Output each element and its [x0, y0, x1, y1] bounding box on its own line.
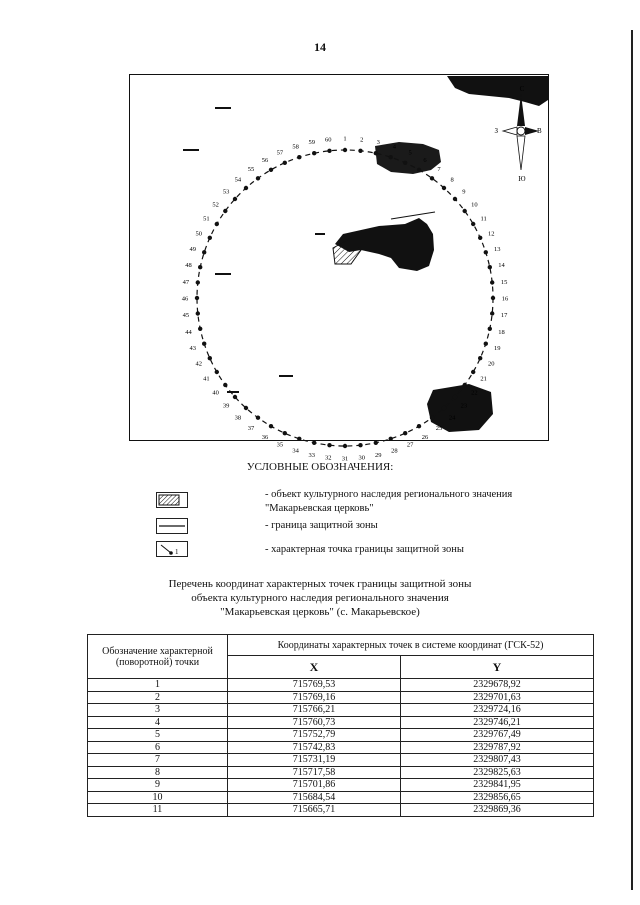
- zone-point-label: 36: [261, 434, 269, 442]
- zone-point-label: 19: [493, 344, 501, 352]
- zone-point-label: 43: [189, 344, 197, 352]
- table-cell-y: 2329701,63: [401, 691, 594, 704]
- zone-point: [283, 161, 287, 165]
- zone-point-label: 57: [276, 149, 284, 157]
- header-point: Обозначение характерной (поворотной) точки: [88, 635, 228, 679]
- zone-point: [374, 151, 378, 155]
- zone-point: [442, 406, 446, 410]
- zone-point-label: 9: [462, 188, 466, 196]
- table-cell-y: 2329724,16: [401, 704, 594, 717]
- zone-point: [244, 406, 248, 410]
- zone-point: [358, 149, 362, 153]
- table-cell-y: 2329767,49: [401, 729, 594, 742]
- zone-point: [484, 250, 488, 254]
- zone-point: [208, 356, 212, 360]
- zone-point-label: 26: [421, 434, 429, 442]
- table-cell-y: 2329746,21: [401, 716, 594, 729]
- table-cell-x: 715766,21: [228, 704, 401, 717]
- zone-point: [430, 176, 434, 180]
- table-cell-x: 715665,71: [228, 804, 401, 817]
- zone-point-label: 17: [500, 312, 508, 320]
- table-cell-y: 2329807,43: [401, 754, 594, 767]
- table-row: [88, 754, 594, 767]
- zone-point: [196, 311, 200, 315]
- zone-point: [244, 186, 248, 190]
- zone-point: [488, 327, 492, 331]
- zone-point-label: 13: [493, 246, 501, 254]
- hatched-object-icon: [156, 492, 188, 508]
- zone-point: [256, 416, 260, 420]
- table-cell-n: 4: [88, 716, 228, 729]
- caption-line: "Макарьевская церковь" (с. Макарьевское): [220, 606, 420, 618]
- coordinates-table-body: [88, 679, 594, 817]
- zone-point: [343, 444, 347, 448]
- table-cell-n: 5: [88, 729, 228, 742]
- table-cell-y: 2329856,65: [401, 791, 594, 804]
- zone-point-label: 2: [360, 136, 364, 144]
- zone-point: [403, 431, 407, 435]
- header-y: Y: [401, 656, 594, 679]
- zone-point: [417, 168, 421, 172]
- zone-point-label: 22: [471, 389, 478, 397]
- zone-point: [233, 197, 237, 201]
- zone-point-label: 59: [308, 139, 315, 146]
- caption-line: Перечень координат характерных точек границы защитной зоны: [168, 578, 472, 590]
- header-coords: Координаты характерных точек в системе координат (ГСК-52): [228, 635, 594, 656]
- zone-point-label: 42: [195, 360, 203, 368]
- zone-point-label: 37: [247, 424, 255, 432]
- zone-point-label: 45: [182, 312, 190, 320]
- table-cell-y: 2329825,63: [401, 766, 594, 779]
- zone-map: [129, 74, 549, 463]
- zone-point-label: 52: [212, 201, 219, 209]
- zone-point: [417, 424, 421, 428]
- zone-point: [269, 424, 273, 428]
- zone-point: [471, 222, 475, 226]
- table-cell-y: 2329678,92: [401, 679, 594, 692]
- zone-point: [453, 197, 457, 201]
- table-row: [88, 779, 594, 792]
- zone-point-label: 47: [182, 278, 190, 286]
- table-cell-n: 11: [88, 804, 228, 817]
- zone-point-label: 23: [460, 402, 468, 410]
- table-cell-n: 2: [88, 691, 228, 704]
- zone-point-label: 6: [423, 156, 427, 164]
- table-cell-x: 715701,86: [228, 779, 401, 792]
- zone-point-label: 14: [498, 262, 505, 270]
- table-row: [88, 729, 594, 742]
- zone-point: [196, 280, 200, 284]
- table-cell-x: 715742,83: [228, 741, 401, 754]
- zone-point: [198, 265, 202, 269]
- zone-point: [202, 250, 206, 254]
- zone-point-label: 31: [341, 455, 349, 463]
- zone-point-label: 12: [487, 230, 495, 238]
- compass-west-label: З: [494, 127, 498, 135]
- zone-point-label: 20: [487, 360, 495, 368]
- zone-point: [198, 327, 202, 331]
- zone-point: [256, 176, 260, 180]
- table-cell-x: 715769,16: [228, 691, 401, 704]
- zone-point: [223, 209, 227, 213]
- zone-point-label: 11: [480, 215, 487, 223]
- zone-point-label: 56: [261, 156, 269, 164]
- coordinates-table: [87, 634, 594, 817]
- table-row: [88, 766, 594, 779]
- zone-point-label: 39: [222, 402, 230, 410]
- zone-boundary-icon: [156, 518, 188, 534]
- table-cell-x: 715752,79: [228, 729, 401, 742]
- zone-point-label: 18: [498, 328, 505, 336]
- zone-point-label: 5: [408, 149, 412, 157]
- zone-point: [327, 149, 331, 153]
- zone-point-label: 15: [500, 278, 508, 286]
- zone-point: [484, 342, 488, 346]
- legend-title: УСЛОВНЫЕ ОБОЗНАЧЕНИЯ:: [246, 461, 394, 473]
- zone-point-label: 16: [501, 295, 509, 303]
- zone-point-label: 33: [308, 452, 315, 459]
- zone-point-label: 48: [185, 262, 192, 270]
- zone-point: [478, 236, 482, 240]
- zone-point-label: 53: [222, 188, 230, 196]
- zone-point: [195, 296, 199, 300]
- zone-point: [471, 370, 475, 374]
- zone-point-label: 55: [247, 166, 255, 174]
- zone-point-label: 7: [437, 166, 441, 174]
- zone-point: [202, 342, 206, 346]
- zone-point-label: 29: [375, 452, 382, 459]
- table-row: [88, 716, 594, 729]
- zone-point-label: 58: [292, 143, 299, 151]
- zone-point-label: 25: [435, 424, 443, 432]
- zone-point: [358, 443, 362, 447]
- table-cell-x: 715769,53: [228, 679, 401, 692]
- table-row: [88, 741, 594, 754]
- zone-point: [389, 437, 393, 441]
- zone-point: [430, 416, 434, 420]
- table-cell-n: 9: [88, 779, 228, 792]
- zone-point-label: 50: [195, 230, 203, 238]
- zone-point-label: 40: [212, 389, 219, 397]
- zone-point-label: 34: [292, 447, 299, 455]
- zone-point: [297, 437, 301, 441]
- compass-east-label: В: [537, 127, 542, 135]
- zone-point: [491, 296, 495, 300]
- zone-point: [208, 236, 212, 240]
- zone-point: [283, 431, 287, 435]
- point-icon-number: 1: [175, 548, 179, 556]
- zone-point-label: 21: [480, 375, 487, 383]
- table-row: [88, 804, 594, 817]
- table-cell-y: 2329869,36: [401, 804, 594, 817]
- zone-point-label: 41: [203, 375, 210, 383]
- zone-point-label: 44: [185, 328, 192, 336]
- zone-point: [453, 395, 457, 399]
- zone-point-label: 27: [406, 441, 414, 449]
- zone-point: [463, 209, 467, 213]
- header-x: X: [228, 656, 401, 679]
- zone-point: [490, 311, 494, 315]
- zone-point: [374, 441, 378, 445]
- zone-point: [343, 148, 347, 152]
- compass-south-label: Ю: [518, 175, 526, 183]
- legend-item-object: - объект культурного наследия регионального значения "Макарьевская церковь": [265, 489, 513, 514]
- zone-point: [463, 383, 467, 387]
- zone-point-label: 35: [276, 441, 284, 449]
- zone-point: [312, 441, 316, 445]
- table-cell-n: 8: [88, 766, 228, 779]
- compass-north-label: С: [519, 85, 525, 93]
- table-cell-x: 715717,58: [228, 766, 401, 779]
- zone-point-label: 1: [343, 135, 347, 143]
- zone-point: [490, 280, 494, 284]
- characteristic-point-icon: [156, 541, 188, 557]
- zone-point: [327, 443, 331, 447]
- table-row: [88, 704, 594, 717]
- zone-point-label: 8: [450, 176, 454, 184]
- table-cell-n: 1: [88, 679, 228, 692]
- zone-point: [215, 222, 219, 226]
- table-cell-n: 3: [88, 704, 228, 717]
- zone-point: [488, 265, 492, 269]
- zone-point-label: 3: [376, 139, 380, 146]
- zone-point-label: 28: [391, 447, 398, 455]
- table-cell-x: 715760,73: [228, 716, 401, 729]
- zone-point: [312, 151, 316, 155]
- table-cell-y: 2329841,95: [401, 779, 594, 792]
- zone-point-label: 49: [189, 246, 197, 254]
- table-cell-n: 6: [88, 741, 228, 754]
- zone-point-label: 4: [392, 143, 397, 151]
- zone-point: [223, 383, 227, 387]
- zone-point-label: 32: [325, 454, 332, 462]
- zone-point-label: 51: [203, 215, 210, 223]
- zone-point-label: 38: [234, 414, 242, 422]
- zone-point-label: 30: [358, 454, 365, 462]
- legend-item-boundary: - граница защитной зоны: [265, 520, 378, 531]
- zone-point: [269, 168, 273, 172]
- zone-point: [478, 356, 482, 360]
- zone-point: [215, 370, 219, 374]
- table-cell-n: 7: [88, 754, 228, 767]
- coordinates-caption: [0, 577, 640, 619]
- table-cell-x: 715684,54: [228, 791, 401, 804]
- table-row: [88, 679, 594, 692]
- zone-point-label: 60: [325, 136, 332, 144]
- table-cell-y: 2329787,92: [401, 741, 594, 754]
- legend-item-point: - характерная точка границы защитной зоны: [265, 544, 464, 555]
- zone-point-label: 54: [234, 176, 242, 184]
- page-right-border: [631, 30, 633, 890]
- zone-point-label: 46: [181, 295, 189, 303]
- caption-line: объекта культурного наследия регионального значения: [191, 592, 449, 604]
- zone-point-label: 24: [448, 414, 456, 422]
- table-cell-n: 10: [88, 791, 228, 804]
- table-row: [88, 791, 594, 804]
- page-number: 14: [314, 40, 326, 54]
- table-row: [88, 691, 594, 704]
- map-canvas: [129, 74, 549, 463]
- zone-point-label: 10: [471, 201, 478, 209]
- zone-point: [389, 155, 393, 159]
- zone-point: [297, 155, 301, 159]
- zone-point: [233, 395, 237, 399]
- table-cell-x: 715731,19: [228, 754, 401, 767]
- zone-point: [403, 161, 407, 165]
- zone-point: [442, 186, 446, 190]
